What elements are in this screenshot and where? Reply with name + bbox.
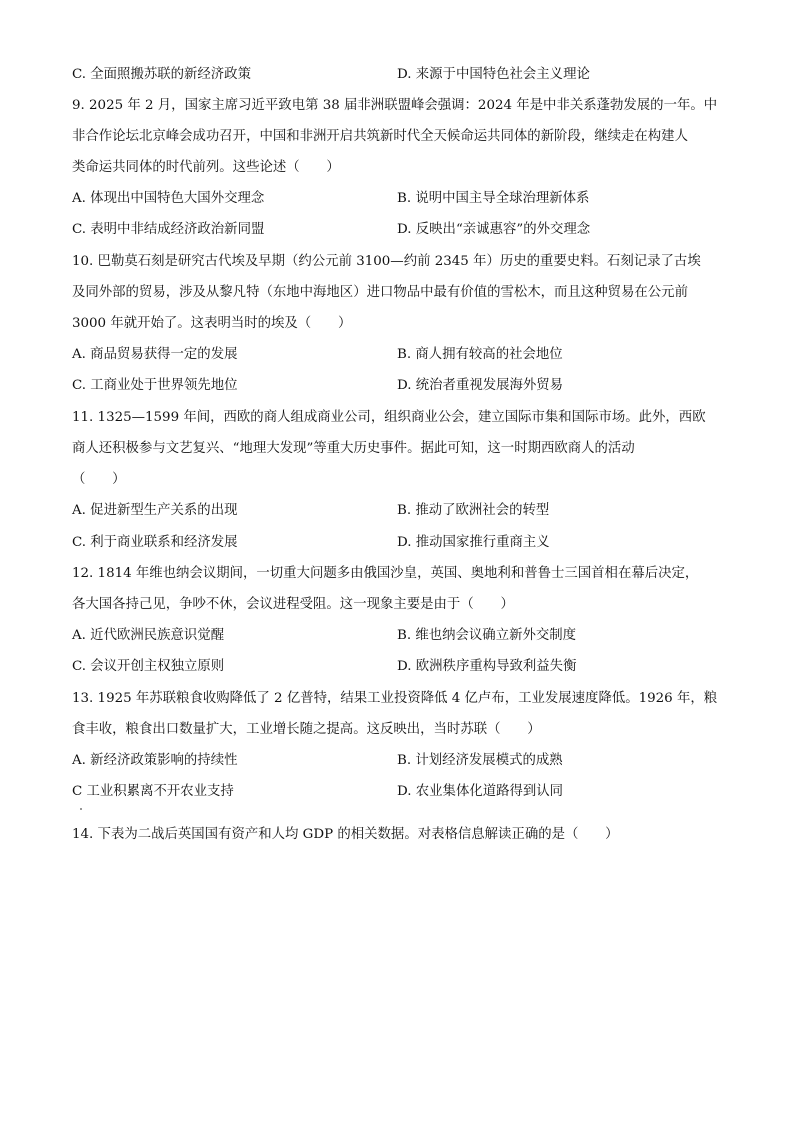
q9-stem-line-2: 非合作论坛北京峰会成功召开，中国和非洲开启共筑新时代全天候命运共同体的新阶段，继续走在构建人 xyxy=(72,129,688,144)
q9-option-c[interactable]: C. 表明中非结成经济政治新同盟 xyxy=(72,222,265,237)
q11-option-a[interactable]: A. 促进新型生产关系的出现 xyxy=(72,503,238,518)
q11-stem-line-2: 商人还积极参与文艺复兴、“地理大发现”等重大历史事件。据此可知，这一时期西欧商人的活动 xyxy=(72,441,635,456)
q11-option-b[interactable]: B. 推动了欧洲社会的转型 xyxy=(397,503,550,518)
q10-stem-line-2: 及同外部的贸易，涉及从黎凡特（东地中海地区）进口物品中最有价值的雪松木，而且这种贸易在公元前 xyxy=(72,285,688,300)
q10-option-c[interactable]: C. 工商业处于世界领先地位 xyxy=(72,378,238,393)
q12-option-b[interactable]: B. 维也纳会议确立新外交制度 xyxy=(397,628,577,643)
q13-option-b[interactable]: B. 计划经济发展模式的成熟 xyxy=(397,753,563,768)
q12-option-d[interactable]: D. 欧洲秩序重构导致利益失衡 xyxy=(397,659,577,674)
q12-option-a[interactable]: A. 近代欧洲民族意识觉醒 xyxy=(72,628,225,643)
q9-stem-line-3: 类命运共同体的时代前列。这些论述（ ） xyxy=(72,160,340,175)
q9-option-a[interactable]: A. 体现出中国特色大国外交理念 xyxy=(72,191,265,206)
stray-dot-mark xyxy=(80,808,82,810)
q13-option-c[interactable]: C 工业积累离不开农业支持 xyxy=(72,784,234,799)
q13-option-a[interactable]: A. 新经济政策影响的持续性 xyxy=(72,753,238,768)
q14-stem: 14. 下表为二战后英国国有资产和人均 GDP 的相关数据。对表格信息解读正确的是（ ） xyxy=(72,827,619,842)
q10-stem-line-1: 10. 巴勒莫石刻是研究古代埃及早期（约公元前 3100—约前 2345 年）历史的重要史料。石刻记录了古埃 xyxy=(72,254,701,269)
q9-stem-line-1: 9. 2025 年 2 月，国家主席习近平致电第 38 届非洲联盟峰会强调：2024 年是中非关系蓬勃发展的一年。中 xyxy=(72,98,718,113)
q12-stem-line-2: 各大国各持己见，争吵不休，会议进程受阻。这一现象主要是由于（ ） xyxy=(72,597,514,612)
q10-stem-line-3: 3000 年就开始了。这表明当时的埃及（ ） xyxy=(72,316,352,331)
q9-option-d[interactable]: D. 反映出“亲诚惠容”的外交理念 xyxy=(397,222,591,237)
q12-option-c[interactable]: C. 会议开创主权独立原则 xyxy=(72,659,225,674)
q9-option-b[interactable]: B. 说明中国主导全球治理新体系 xyxy=(397,191,590,206)
q12-stem-line-1: 12. 1814 年维也纳会议期间，一切重大问题多由俄国沙皇，英国、奥地利和普鲁士三国首相在幕后决定， xyxy=(72,566,699,581)
q13-stem-line-1: 13. 1925 年苏联粮食收购降低了 2 亿普特，结果工业投资降低 4 亿卢布，工业发展速度降低。1926 年，粮 xyxy=(72,691,718,706)
q10-option-d[interactable]: D. 统治者重视发展海外贸易 xyxy=(397,378,564,393)
q10-option-a[interactable]: A. 商品贸易获得一定的发展 xyxy=(72,347,238,362)
q11-option-c[interactable]: C. 利于商业联系和经济发展 xyxy=(72,535,238,550)
q8-option-d[interactable]: D. 来源于中国特色社会主义理论 xyxy=(397,67,590,82)
q13-option-d[interactable]: D. 农业集体化道路得到认同 xyxy=(397,784,564,799)
q11-stem-line-3: （ ） xyxy=(72,472,126,487)
q13-stem-line-2: 食丰收，粮食出口数量扩大，工业增长随之提高。这反映出，当时苏联（ ） xyxy=(72,722,541,737)
q11-stem-line-1: 11. 1325—1599 年间，西欧的商人组成商业公司，组织商业公会，建立国际市集和国际市场。此外，西欧 xyxy=(72,410,706,425)
q10-option-b[interactable]: B. 商人拥有较高的社会地位 xyxy=(397,347,563,362)
q8-option-c[interactable]: C. 全面照搬苏联的新经济政策 xyxy=(72,67,251,82)
q11-option-d[interactable]: D. 推动国家推行重商主义 xyxy=(397,535,550,550)
